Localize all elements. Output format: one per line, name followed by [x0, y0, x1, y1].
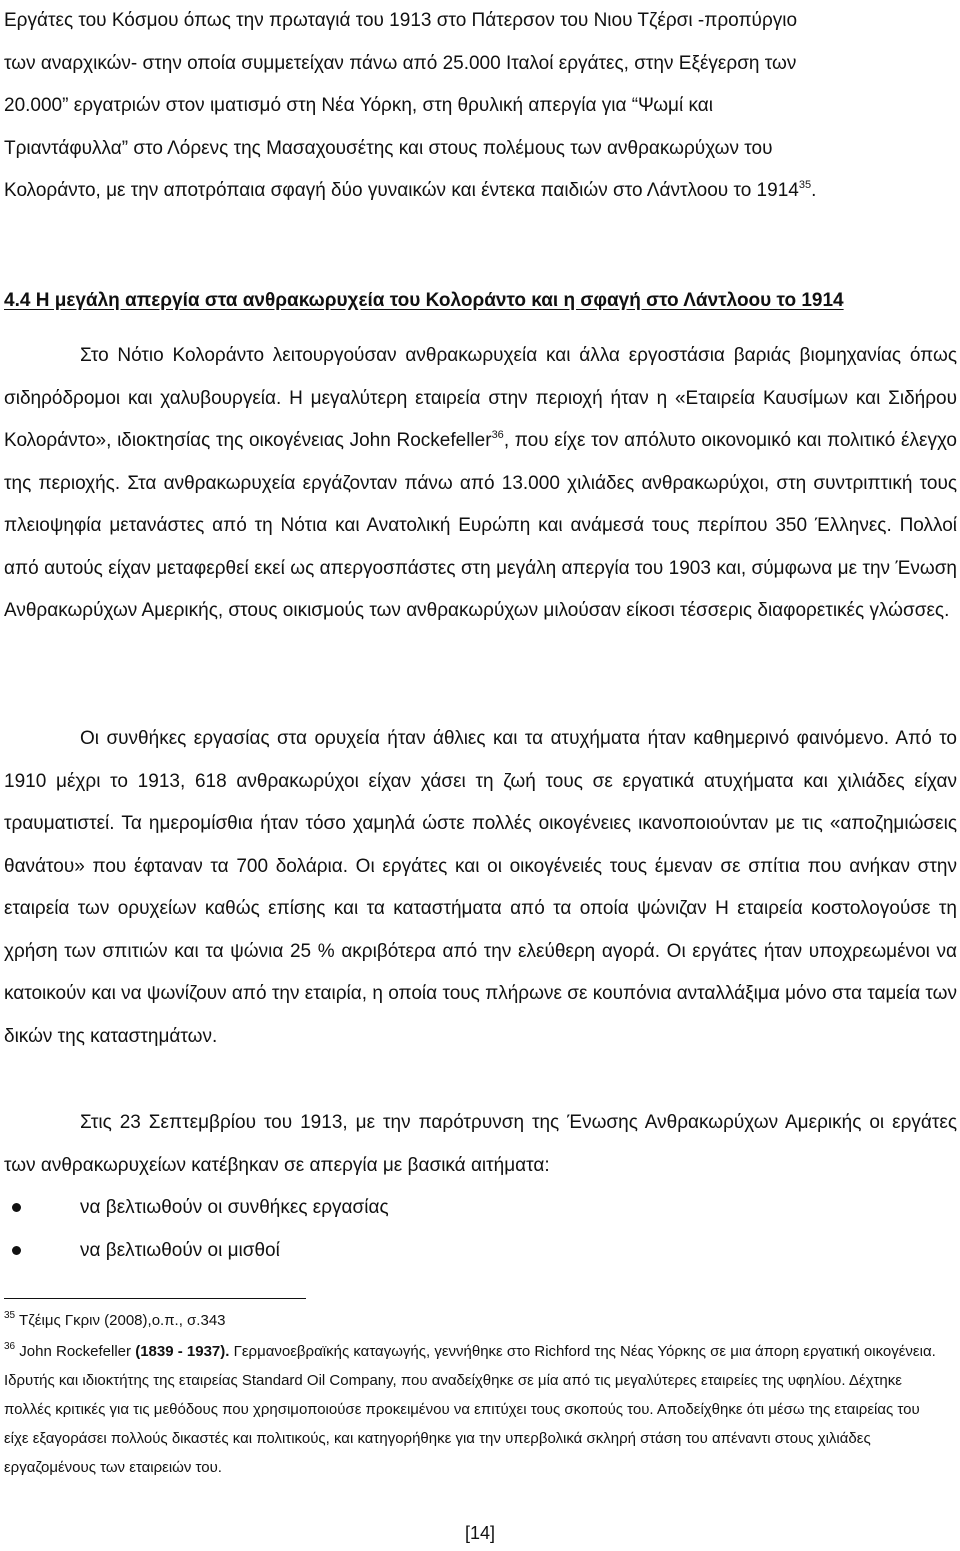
- footnote-divider: [4, 1298, 306, 1299]
- bullet-icon: [12, 1203, 21, 1212]
- paragraph-strike: Στις 23 Σεπτεμβρίου του 1913, με την παρότρυνση της Ένωσης Ανθρακωρύχων Αμερικής οι εργάτες των ανθρακωρυχείων κατέβηκαν σε απεργία με βασικά αιτήματα:: [4, 1112, 957, 1176]
- paragraph-mines-text-2: , που είχε τον απόλυτο οικονομικό και πολιτικό έλεγχο της περιοχής. Στα ανθρακωρυχεία εργάζονταν πάνω από 13.000 χιλιάδες ανθρακωρύχοι, στη συντριπτική τους πλειοψηφία μετανάστες από τη Νότια και Ανατολική Ευρώπη και ανάμεσά τους περίπου 350 Έλληνες. Πολλοί από αυτούς είχαν μεταφερθεί εκεί ως απεργοσπάστες στη μεγάλη απεργία του 1903 και, σύμφωνα με την Ένωση Ανθρακωρύχων Αμερικής, στους οικισμούς των ανθρακωρύχων μιλούσαν είκοσι τέσσερις διαφορετικές γλώσσες.: [4, 430, 958, 621]
- intro-line-last: [4, 170, 957, 213]
- intro-line: Εργάτες του Κόσμου όπως την πρωταγιά του 1913 στο Πάτερσον του Νιου Τζέρσι -προπύργιο: [4, 10, 798, 31]
- paragraph-conditions: Οι συνθήκες εργασίας στα ορυχεία ήταν άθλιες και τα ατυχήματα ήταν καθημερινό φαινόμενο. Από το 1910 μέχρι το 1913, 618 ανθρακωρύχοι είχαν χάσει τη ζωή τους σε εργατικά ατυχήματα και χιλιάδες είχαν τραυματιστεί. Τα ημερομίσθια ήταν τόσο χαμηλά ώστε πολλές οικογένειες ικανοποιούνταν με τις «αποζημιώσεις θανάτου» που έφταναν τα 700 δολάρια. Οι εργάτες και οι οικογένειές τους έμεναν σε σπίτια που ανήκαν στην εταιρεία των ορυχείων καθώς επίσης και τα καταστήματα από τα οποία ψώνιζαν Η εταιρεία κοστολογούσε τη χρήση των σπιτιών και τα ψώνια 25 % ακριβότερα από την ελεύθερη αγορά. Οι εργάτες ήταν υποχρεωμένοι να κατοικούν και να ψωνίζουν από την εταιρία, η οποία τους πλήρωνε σε κουπόνια ανταλλάξιμα μόνο στα ταμεία των δικών της καταστημάτων.: [4, 728, 957, 1047]
- footnotes: [4, 1306, 939, 1482]
- intro-last-text: Κολοράντο, με την αποτρόπαια σφαγή δύο γυναικών και έντεκα παιδιών στο Λάντλοου το 1914: [4, 180, 799, 202]
- list-item: [4, 1230, 957, 1273]
- intro-paragraph: [4, 0, 957, 213]
- paragraph-mines: [4, 335, 957, 633]
- section-heading: 4.4 Η μεγάλη απεργία στα ανθρακωρυχεία του Κολοράντο και η σφαγή στο Λάντλοου το 1914: [4, 290, 844, 311]
- footnote-number: 36: [4, 1341, 16, 1352]
- intro-line: των αναρχικών- στην οποία συμμετείχαν πάνω από 25.000 Ιταλοί εργάτες, στην Εξέγερση των: [4, 52, 797, 74]
- intro-line: Τριαντάφυλλα” στο Λόρενς της Μασαχουσέτης και στους πολέμους των ανθρακωρύχων του: [4, 137, 773, 159]
- footnote-36: [4, 1337, 939, 1482]
- footnote-text: Γερμανοεβραϊκής καταγωγής, γεννήθηκε στο Richford της Νέας Υόρκης σε μια άπορη εργατική οικογένεια. Ιδρυτής και ιδιοκτήτης της εταιρείας Standard Oil Company, που αναδείχθηκε σε μία από τις μεγαλύτερες εταιρείες της υφηλίου. Δέχτηκε πολλές κριτικές για τις μεθόδους που χρησιμοποιούσε προκειμένου να επιτύχει τους σκοπούς του. Αποδείχθηκε ότι μέσω της εταιρείας του είχε εξαγοράσει πολλούς δικαστές και πολιτικούς, και κατηγορήθηκε για την υπερβολικά σκληρή στάση του απέναντι στους χιλιάδες εργαζομένους των εταιρειών του.: [4, 1343, 936, 1476]
- list-item-text: να βελτιωθούν οι μισθοί: [80, 1239, 280, 1261]
- footnote-35: [4, 1306, 939, 1335]
- intro-last-period: .: [811, 180, 817, 202]
- page-number: [14]: [464, 1523, 496, 1543]
- list-item-text: να βελτιωθούν οι συνθήκες εργασίας: [80, 1197, 389, 1218]
- footnote-text: Τζέιμς Γκριν (2008),ο.π., σ.343: [19, 1312, 226, 1329]
- bullet-icon: [12, 1246, 21, 1255]
- footnote-ref-35: 35: [798, 179, 812, 192]
- footnote-number: 35: [4, 1310, 16, 1321]
- footnote-lead: John Rockefeller: [19, 1343, 136, 1360]
- list-item: [4, 1187, 957, 1230]
- intro-line: 20.000” εργατριών στον ιματισμό στη Νέα Υόρκη, στη θρυλική απεργία για “Ψωμί και: [4, 95, 713, 117]
- footnote-ref-36: 36: [491, 429, 504, 441]
- footnote-dates: (1839 - 1937).: [135, 1343, 230, 1360]
- paragraph-mines-text-1: Στο Νότιο Κολοράντο λειτουργούσαν ανθρακωρυχεία και άλλα εργοστάσια βαριάς βιομηχανίας όπως σιδηρόδρομοι και χαλυβουργεία. Η μεγαλύτερη εταιρεία στην περιοχή ήταν η «Εταιρεία Καυσίμων και Σιδήρου Κολοράντο», ιδιοκτησίας της οικογένειας John Rockefeller: [4, 345, 957, 451]
- demands-list: [4, 1187, 957, 1272]
